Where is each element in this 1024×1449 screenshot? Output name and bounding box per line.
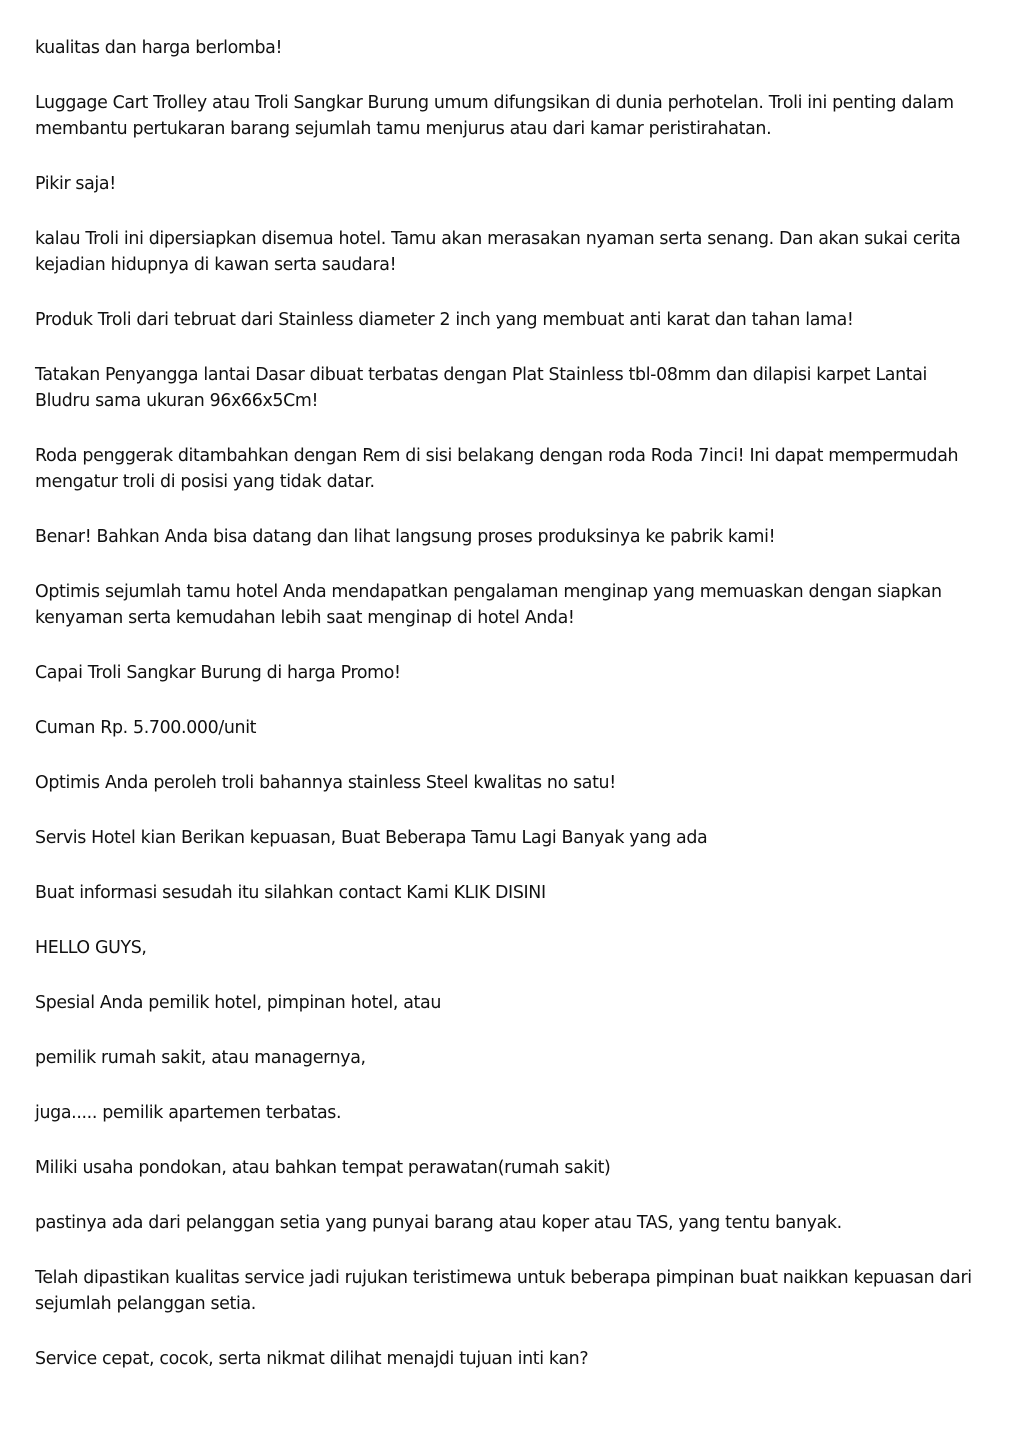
paragraph-pelanggan: pastinya ada dari pelanggan setia yang punyai barang atau koper atau TAS, yang tentu banyak. xyxy=(35,1213,842,1233)
paragraph-spesial: Spesial Anda pemilik hotel, pimpinan hotel, atau xyxy=(35,993,442,1013)
paragraph-contact: Buat informasi sesudah itu silahkan contact Kami KLIK DISINI xyxy=(35,883,546,903)
paragraph-optimis-tamu: Optimis sejumlah tamu hotel Anda mendapatkan pengalaman menginap yang memuaskan dengan siapkan kenyaman serta kemudahan lebih saat menginap di hotel Anda! xyxy=(35,582,942,628)
paragraph-optimis-anda: Optimis Anda peroleh troli bahannya stainless Steel kwalitas no satu! xyxy=(35,773,616,793)
paragraph-kualitas-service: Telah dipastikan kualitas service jadi rujukan teristimewa untuk beberapa pimpinan buat naikkan kepuasan dari sejumlah pelanggan setia. xyxy=(35,1268,972,1314)
paragraph-luggage-cart: Luggage Cart Trolley atau Troli Sangkar Burung umum difungsikan di dunia perhotelan. Troli ini penting dalam membantu pertukaran barang sejumlah tamu menjurus atau dari kamar peristirahatan. xyxy=(35,93,954,139)
paragraph-kalau-troli: kalau Troli ini dipersiapkan disemua hotel. Tamu akan merasakan nyaman serta senang. Dan akan sukai cerita kejadian hidupnya di kawan serta saudara! xyxy=(35,229,961,275)
paragraph-intro: kualitas dan harga berlomba! xyxy=(35,38,283,58)
paragraph-pondokan: Miliki usaha pondokan, atau bahkan tempat perawatan(rumah sakit) xyxy=(35,1158,611,1178)
paragraph-produk-troli: Produk Troli dari tebruat dari Stainless diameter 2 inch yang membuat anti karat dan tahan lama! xyxy=(35,310,854,330)
paragraph-service-cepat: Service cepat, cocok, serta nikmat dilihat menajdi tujuan inti kan? xyxy=(35,1349,589,1369)
paragraph-benar: Benar! Bahkan Anda bisa datang dan lihat langsung proses produksinya ke pabrik kami! xyxy=(35,527,776,547)
document-page xyxy=(35,35,985,1401)
paragraph-price: Cuman Rp. 5.700.000/unit xyxy=(35,718,257,738)
paragraph-hello-guys: HELLO GUYS, xyxy=(35,938,147,958)
paragraph-servis-hotel: Servis Hotel kian Berikan kepuasan, Buat Beberapa Tamu Lagi Banyak yang ada xyxy=(35,828,708,848)
paragraph-pemilik-rs: pemilik rumah sakit, atau managernya, xyxy=(35,1048,366,1068)
paragraph-pikir-saja: Pikir saja! xyxy=(35,174,116,194)
paragraph-apartemen: juga..... pemilik apartemen terbatas. xyxy=(35,1103,342,1123)
paragraph-roda: Roda penggerak ditambahkan dengan Rem di sisi belakang dengan roda Roda 7inci! Ini dapat mempermudah mengatur troli di posisi yang tidak datar. xyxy=(35,446,959,492)
paragraph-tatakan: Tatakan Penyangga lantai Dasar dibuat terbatas dengan Plat Stainless tbl-08mm dan dilapisi karpet Lantai Bludru sama ukuran 96x66x5Cm! xyxy=(35,365,928,411)
paragraph-capai-troli: Capai Troli Sangkar Burung di harga Promo! xyxy=(35,663,401,683)
